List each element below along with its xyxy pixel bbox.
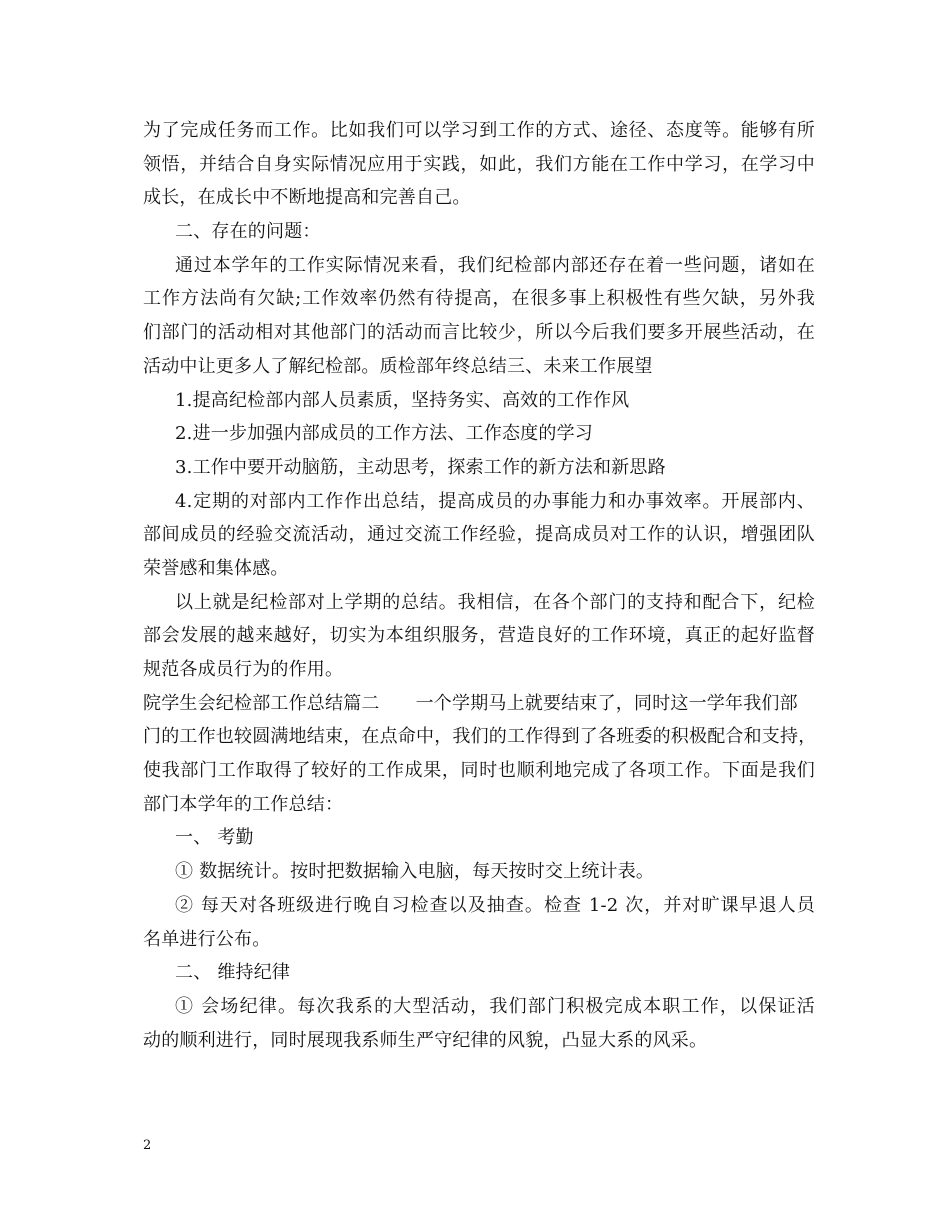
paragraph-line: 以上就是纪检部对上学期的总结。我相信，在各个部门的支持和配合下，纪检 <box>175 591 815 613</box>
paragraph-line: 部会发展的越来越好，切实为本组织服务，营造良好的工作环境，真正的起好监督 <box>143 625 815 647</box>
paragraph-line: 们部门的活动相对其他部门的活动而言比较少，所以今后我们要多开展些活动，在 <box>143 322 815 344</box>
paragraph-line: 名单进行公布。 <box>143 928 271 950</box>
list-item: 1.提高纪检部内部人员素质，坚持务实、高效的工作作风 <box>175 389 630 411</box>
list-item: ① 数据统计。按时把数据输入电脑，每天按时交上统计表。 <box>175 861 655 883</box>
paragraph-line: 通过本学年的工作实际情况来看，我们纪检部内部还存在着一些问题，诸如在 <box>175 254 815 276</box>
section-heading: 二、 维持纪律 <box>175 962 291 984</box>
section-heading: 二、存在的问题： <box>175 221 321 243</box>
list-item: 4.定期的对部内工作作出总结，提高成员的办事能力和办事效率。开展部内、 <box>175 490 815 512</box>
section-heading: 一、 考勤 <box>175 827 254 849</box>
list-item: ② 每天对各班级进行晚自习检查以及抽查。检查 1-2 次，并对旷课早退人员 <box>175 894 815 916</box>
article-title: 院学生会纪检部工作总结篇二 <box>143 692 380 714</box>
paragraph-line: 领悟，并结合自身实际情况应用于实践，如此，我们方能在工作中学习，在学习中 <box>143 153 815 175</box>
paragraph-line: 活动中让更多人了解纪检部。质检部年终总结三、未来工作展望 <box>143 355 653 377</box>
article-title-line <box>143 687 815 721</box>
paragraph-line: 部门本学年的工作总结： <box>143 793 344 815</box>
paragraph-line: 成长，在成长中不断地提高和完善自己。 <box>143 187 471 209</box>
paragraph-text: 一个学期马上就要结束了，同时这一学年我们部 <box>415 692 798 714</box>
paragraph-line: 部间成员的经验交流活动，通过交流工作经验，提高成员对工作的认识，增强团队 <box>143 524 815 546</box>
paragraph-line: 为了完成任务而工作。比如我们可以学习到工作的方式、途径、态度等。能够有所 <box>143 120 815 141</box>
paragraph-line: 使我部门工作取得了较好的工作成果，同时也顺利地完成了各项工作。下面是我们 <box>143 760 815 782</box>
page-number: 2 <box>143 1138 152 1153</box>
paragraph-line: 荣誉感和集体感。 <box>143 557 289 579</box>
paragraph-line: 工作方法尚有欠缺;工作效率仍然有待提高，在很多事上积极性有些欠缺，另外我 <box>143 288 815 310</box>
document-body <box>143 114 815 1057</box>
paragraph-line: 规范各成员行为的作用。 <box>143 659 344 680</box>
paragraph-line: 门的工作也较圆满地结束，在点命中，我们的工作得到了各班委的积极配合和支持， <box>143 726 817 748</box>
paragraph-line: 动的顺利进行，同时展现我系师生严守纪律的风貌，凸显大系的风采。 <box>143 1029 708 1051</box>
list-item: 2.进一步加强内部成员的工作方法、工作态度的学习 <box>175 423 593 445</box>
list-item: 3.工作中要开动脑筋，主动思考，探索工作的新方法和新思路 <box>175 456 666 478</box>
list-item: ① 会场纪律。每次我系的大型活动，我们部门积极完成本职工作，以保证活 <box>175 995 815 1017</box>
